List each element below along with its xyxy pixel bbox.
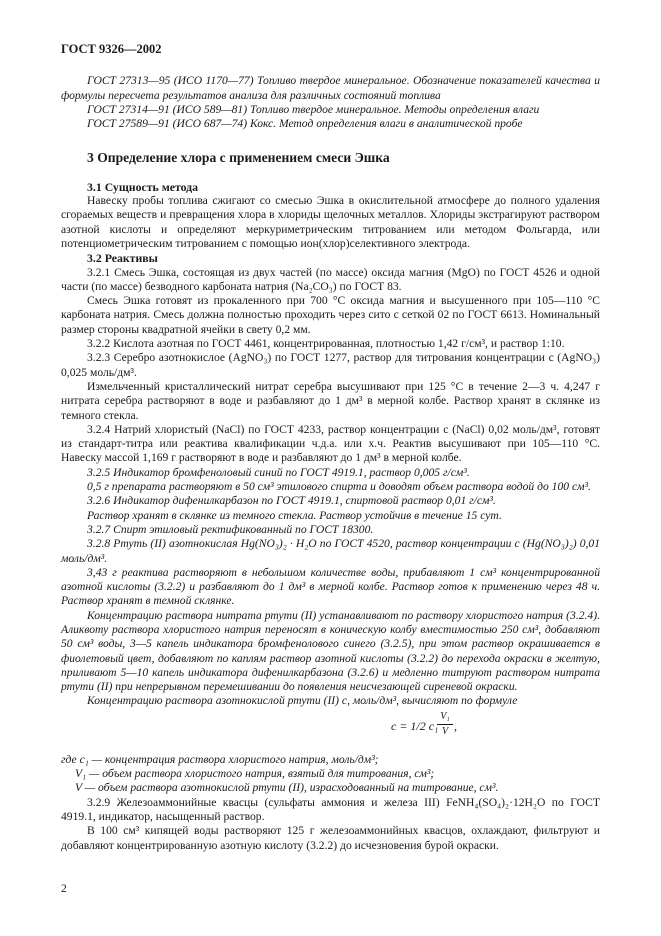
page-header: ГОСТ 9326—2002 bbox=[61, 42, 162, 56]
subsection-title: 3.1 Сущность метода bbox=[87, 179, 199, 194]
section-title: 3 Определение хлора с применением смеси Эшка bbox=[87, 150, 390, 166]
paragraph: 3.2.7 Спирт этиловый ректификованный по ГОСТ 18300. bbox=[87, 522, 374, 536]
paragraph: Навеску пробы топлива сжигают со смесью Эшка в окислительной атмосфере до полного удаления сгораемых веществ и превращения хлора в хлориды щелочных металлов. Хлориды экстрагируют раствором азотной кислоты и определяют меркуриметрическим титрованием или методом Фольгарда, или потенциометрическим титрованием с помощью ион(хлор)селективного электрода. bbox=[61, 194, 600, 250]
formula-numerator: V₁ bbox=[440, 710, 450, 722]
paragraph: 3.2.4 Натрий хлористый (NaCl) по ГОСТ 4233, раствор концентрации с (NaCl) 0,02 моль/дм³, готовят из стандарт-титра или реактива квалификации ч.д.а. или х.ч. Реактив высушивают при 105—110 °С. Навеску массой 1,169 г растворяют в воде и разбавляют до 1 дм³ в мерной колбе. bbox=[61, 422, 600, 465]
paragraph: 3,43 г реактива растворяют в небольшом количестве воды, прибавляют 1 см³ концентрированной азотной кислоты (3.2.2) и разбавляют до 1 дм³ в мерной колбе. Раствор готов к применению через 48 ч. Раствор хранят в темной склянке. bbox=[61, 565, 600, 608]
legend-line: V₁ — объем раствора хлористого натрия, взятый для титрования, см³; bbox=[75, 767, 435, 781]
fraction-bar bbox=[437, 724, 453, 725]
reference-line: ГОСТ 27589—91 (ИСО 687—74) Кокс. Метод определения влаги в аналитической пробе bbox=[87, 117, 523, 131]
formula-tail: , bbox=[454, 718, 457, 733]
paragraph: 3.2.6 Индикатор дифенилкарбазон по ГОСТ 4919.1, спиртовой раствор 0,01 г/см³. bbox=[87, 494, 496, 508]
formula-denominator: V bbox=[441, 725, 449, 737]
paragraph: Раствор хранят в склянке из темного стекла. Раствор устойчив в течение 15 сут. bbox=[87, 508, 502, 522]
reference-line: ГОСТ 27314—91 (ИСО 589—81) Топливо твердое минеральное. Методы определения влаги bbox=[87, 102, 540, 116]
page-number: 2 bbox=[61, 882, 67, 895]
paragraph: В 100 см³ кипящей воды растворяют 125 г железоаммонийных квасцов, охлаждают, фильтруют и добавляют концентрированную азотную кислоту (3.2.2) до исчезновения бурой окраски. bbox=[61, 824, 600, 852]
paragraph: 3.2.1 Смесь Эшка, состоящая из двух частей (по массе) оксида магния (MgO) по ГОСТ 4526 и одной части (по массе) безводного карбоната натрия (Na₂CO₃) по ГОСТ 83. bbox=[61, 265, 600, 293]
formula-fraction bbox=[437, 711, 453, 738]
legend-line: где c₁ — концентрация раствора хлористого натрия, моль/дм³; bbox=[61, 752, 379, 766]
paragraph: 3.2.3 Серебро азотнокислое (AgNO₃) по ГОСТ 1277, раствор для титрования концентрации с (AgNO₃) 0,025 моль/дм³. bbox=[61, 351, 600, 379]
formula-lhs: c = 1/2 c₁ bbox=[391, 718, 439, 733]
formula bbox=[61, 710, 600, 745]
paragraph: 3.2.2 Кислота азотная по ГОСТ 4461, концентрированная, плотностью 1,42 г/см³, и раствор 1:10. bbox=[87, 337, 565, 351]
paragraph: Концентрацию раствора нитрата ртути (II) устанавливают по раствору хлористого натрия (3.2.4). Аликвоту раствора хлористого натрия переносят в коническую колбу вместимостью 250 см³, добавляют 50 см³ воды, 3—5 капель индикатора бромфенолового синего (3.2.5), при этом раствор окрашивается в фиолетовый цвет, добавляют по каплям раствор азотной кислоты (3.2.2) до перехода окраски в желтую, приливают 5—10 капель индикатора дифенилкарбазона (3.2.6) и медленно титруют раствором нитрата ртути (II) при непрерывном перемешивании до появления неисчезающей сиреневой окраски. bbox=[61, 608, 600, 694]
paragraph: 3.2.5 Индикатор бромфеноловый синий по ГОСТ 4919.1, раствор 0,005 г/см³. bbox=[87, 465, 470, 479]
reference-line: ГОСТ 27313—95 (ИСО 1170—77) Топливо твердое минеральное. Обозначение показателей качества и формулы пересчета результатов анализа для различных состояний топлива bbox=[61, 74, 600, 102]
subsection-title: 3.2 Реактивы bbox=[87, 251, 158, 266]
paragraph: 3.2.9 Железоаммонийные квасцы (сульфаты аммония и железа III) FeNH₄(SO₄)₂·12H₂O по ГОСТ 4919.1, индикатор, насыщенный раствор. bbox=[61, 795, 600, 823]
paragraph: 0,5 г препарата растворяют в 50 см³ этилового спирта и доводят объем раствора водой до 100 см³. bbox=[87, 480, 591, 494]
paragraph: Смесь Эшка готовят из прокаленного при 700 °С оксида магния и высушенного при 105—110 °С карбоната натрия. Смесь должна полностью проходить через сито с сеткой 02 по ГОСТ 6613. Номинальный размер стороны квадратной ячейки в свету 0,2 мм. bbox=[61, 294, 600, 336]
paragraph: 3.2.8 Ртуть (II) азотнокислая Hg(NO₃)₂ · H₂O по ГОСТ 4520, раствор концентрации с (Hg(NO₃)₂) 0,01 моль/дм³. bbox=[61, 537, 600, 565]
paragraph: Измельченный кристаллический нитрат серебра высушивают при 125 °С в течение 2—3 ч. 4,247 г нитрата серебра растворяют в воде и разбавляют до 1 дм³ в мерной колбе. Раствор хранят в склянке из темного стекла. bbox=[61, 379, 600, 422]
paragraph: Концентрацию раствора азотнокислой ртути (II) с, моль/дм³, вычисляют по формуле bbox=[87, 694, 518, 708]
legend-line: V — объем раствора азотнокислой ртути (II), израсходованный на титрование, см³. bbox=[75, 781, 499, 795]
